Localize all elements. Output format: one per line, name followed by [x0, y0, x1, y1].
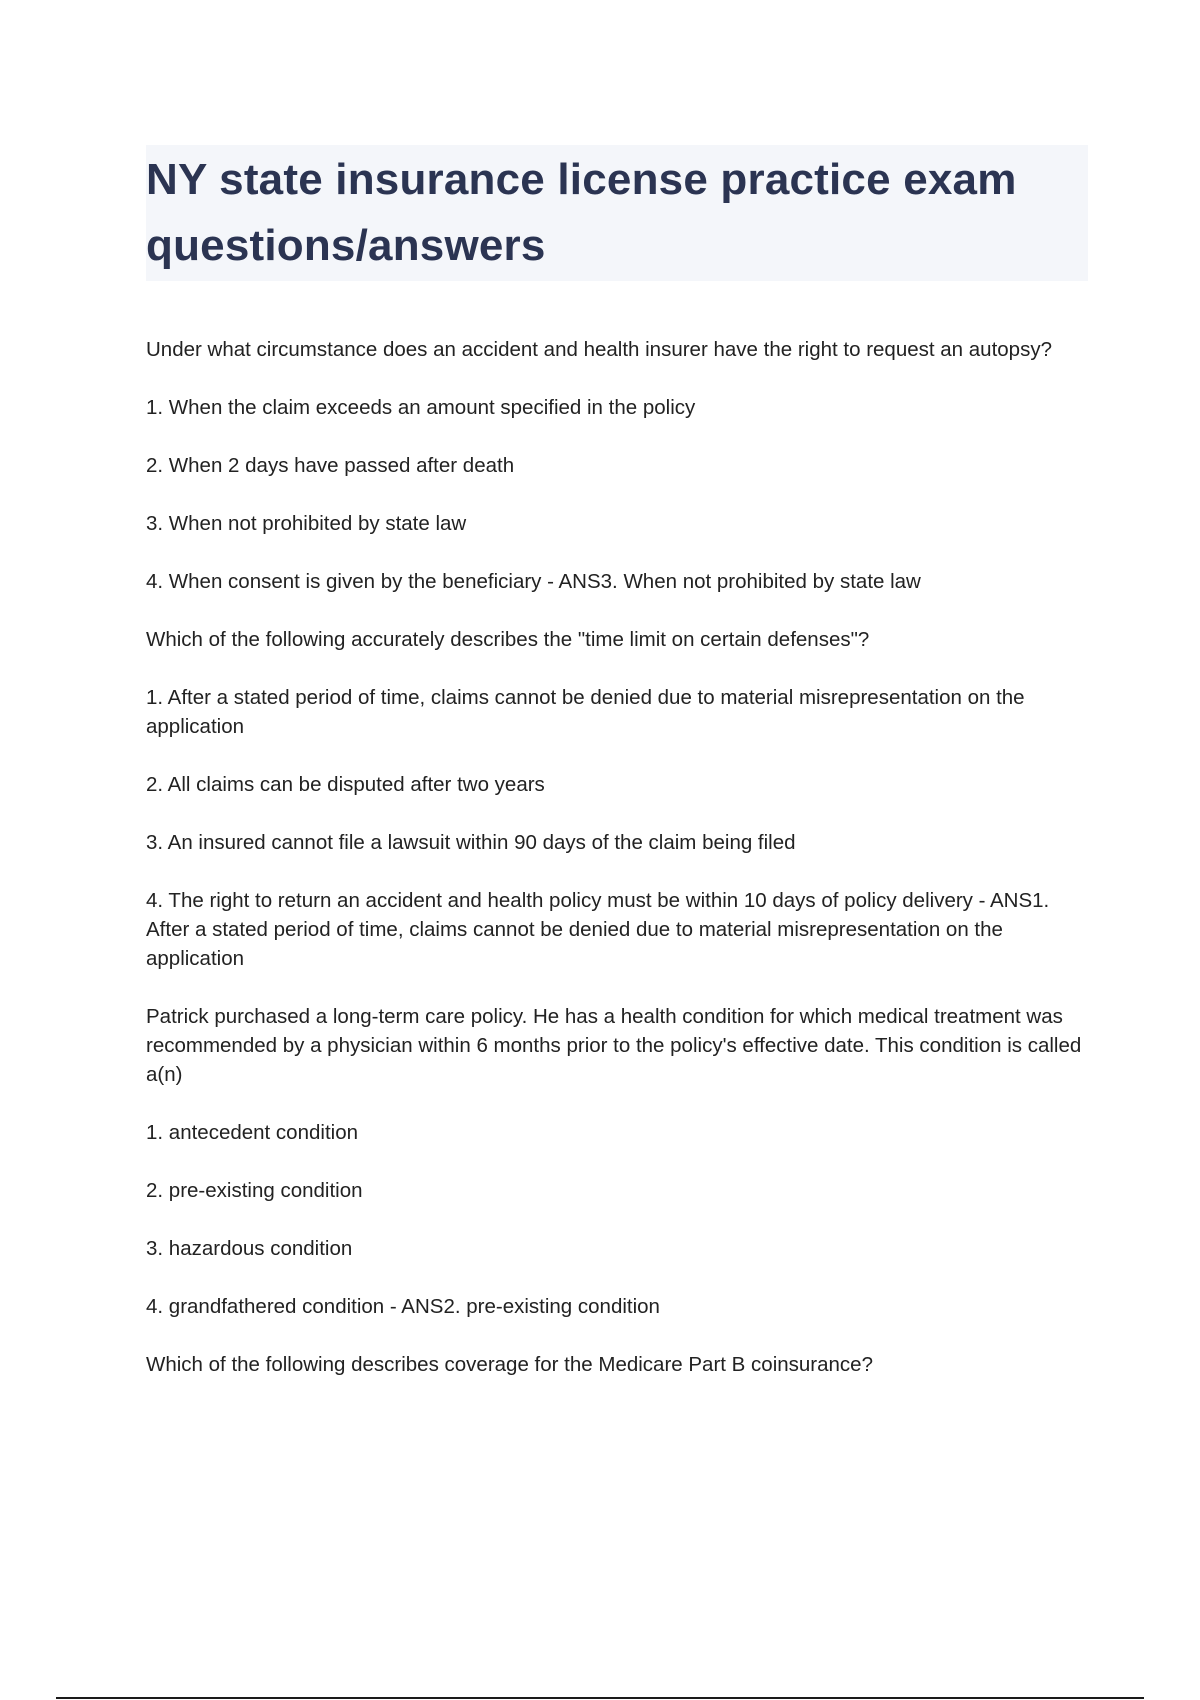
question-2-option-3: 3. An insured cannot file a lawsuit within 90 days of the claim being filed	[146, 831, 796, 854]
page-title: NY state insurance license practice exam questions/answers	[146, 155, 1017, 270]
question-2-option-1: 1. After a stated period of time, claims cannot be denied due to material misrepresentation on the application	[146, 686, 1025, 738]
question-3-option-1: 1. antecedent condition	[146, 1121, 358, 1144]
question-3-option-3: 3. hazardous condition	[146, 1237, 353, 1260]
question-3-option-2: 2. pre-existing condition	[146, 1179, 363, 1202]
title-banner	[146, 145, 1088, 281]
document-body	[146, 335, 1086, 1408]
question-1-option-2: 2. When 2 days have passed after death	[146, 454, 515, 477]
question-2-option-2: 2. All claims can be disputed after two years	[146, 773, 545, 796]
question-4-text: Which of the following describes coverage for the Medicare Part B coinsurance?	[146, 1353, 873, 1376]
footer-divider	[56, 1697, 1144, 1699]
question-1-option-4-answer: 4. When consent is given by the beneficiary - ANS3. When not prohibited by state law	[146, 570, 921, 593]
question-2-text: Which of the following accurately describes the "time limit on certain defenses"?	[146, 628, 870, 651]
question-2-option-4-answer: 4. The right to return an accident and health policy must be within 10 days of policy delivery - ANS1. After a stated period of time, claims cannot be denied due to material misrepresentation on the application	[146, 889, 1050, 970]
question-3-text: Patrick purchased a long-term care policy. He has a health condition for which medical treatment was recommended by a physician within 6 months prior to the policy's effective date. This condition is called a(n)	[146, 1005, 1082, 1086]
question-1-option-3: 3. When not prohibited by state law	[146, 512, 467, 535]
question-1-text: Under what circumstance does an accident and health insurer have the right to request an autopsy?	[146, 338, 1052, 361]
question-1-option-1: 1. When the claim exceeds an amount specified in the policy	[146, 396, 696, 419]
question-3-option-4-answer: 4. grandfathered condition - ANS2. pre-existing condition	[146, 1295, 660, 1318]
